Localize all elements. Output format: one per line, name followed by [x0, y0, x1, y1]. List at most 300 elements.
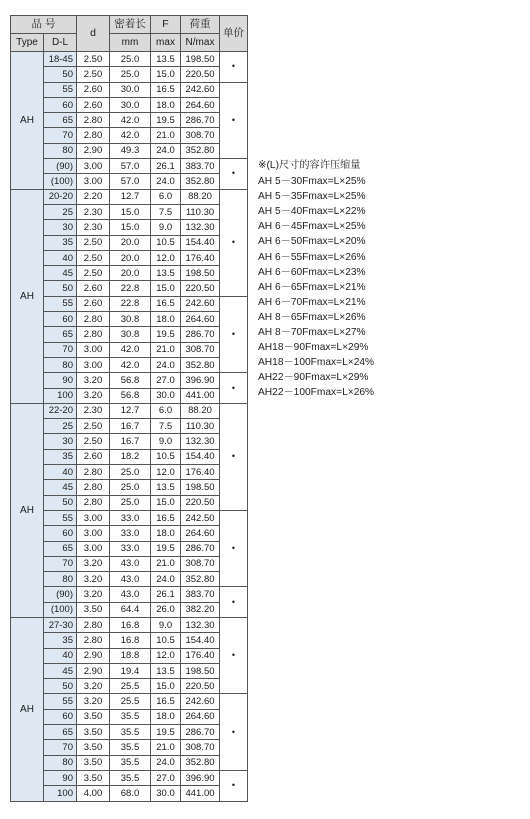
dl-cell: 35 — [44, 633, 77, 648]
length-cell: 30.0 — [110, 97, 151, 112]
dl-cell: (90) — [44, 587, 77, 602]
d-cell: 3.50 — [77, 602, 110, 617]
length-cell: 25.0 — [110, 67, 151, 82]
f-cell: 19.5 — [151, 327, 181, 342]
header-load-top: 荷重 — [181, 16, 220, 34]
d-cell: 2.60 — [77, 449, 110, 464]
load-cell: 242.60 — [181, 296, 220, 311]
d-cell: 2.80 — [77, 128, 110, 143]
d-cell: 2.80 — [77, 633, 110, 648]
f-cell: 24.0 — [151, 174, 181, 189]
d-cell: 2.50 — [77, 67, 110, 82]
d-cell: 3.50 — [77, 770, 110, 785]
length-cell: 15.0 — [110, 220, 151, 235]
load-cell: 110.30 — [181, 204, 220, 219]
length-cell: 30.8 — [110, 312, 151, 327]
load-cell: 176.40 — [181, 465, 220, 480]
load-cell: 242.60 — [181, 82, 220, 97]
length-cell: 68.0 — [110, 786, 151, 801]
dl-cell: 100 — [44, 786, 77, 801]
load-cell: 352.80 — [181, 143, 220, 158]
table-row — [11, 786, 248, 801]
f-cell: 19.5 — [151, 541, 181, 556]
dl-cell: 45 — [44, 266, 77, 281]
length-cell: 18.2 — [110, 449, 151, 464]
table-row — [11, 52, 248, 67]
f-cell: 16.5 — [151, 694, 181, 709]
header-length-unit: mm — [110, 34, 151, 52]
dl-cell: 70 — [44, 128, 77, 143]
length-cell: 43.0 — [110, 572, 151, 587]
length-cell: 16.8 — [110, 617, 151, 632]
dl-cell: 40 — [44, 250, 77, 265]
note-item: AH 6－65Fmax=L×21% — [258, 281, 366, 293]
f-cell: 15.0 — [151, 67, 181, 82]
dl-cell: 60 — [44, 312, 77, 327]
dl-cell: 50 — [44, 281, 77, 296]
length-cell: 16.8 — [110, 633, 151, 648]
table-row — [11, 495, 248, 510]
table-row — [11, 327, 248, 342]
f-cell: 10.5 — [151, 633, 181, 648]
length-cell: 35.5 — [110, 740, 151, 755]
length-cell: 25.5 — [110, 694, 151, 709]
dl-cell: 40 — [44, 648, 77, 663]
load-cell: 352.80 — [181, 755, 220, 770]
table-row — [11, 281, 248, 296]
d-cell: 3.00 — [77, 342, 110, 357]
f-cell: 13.5 — [151, 52, 181, 67]
load-cell: 441.00 — [181, 786, 220, 801]
dl-cell: 80 — [44, 357, 77, 372]
table-row — [11, 510, 248, 525]
f-cell: 13.5 — [151, 266, 181, 281]
load-cell: 286.70 — [181, 327, 220, 342]
dl-cell: 55 — [44, 82, 77, 97]
table-row — [11, 679, 248, 694]
dl-cell: 55 — [44, 296, 77, 311]
notes-list — [258, 174, 374, 400]
length-cell: 35.5 — [110, 709, 151, 724]
f-cell: 13.5 — [151, 663, 181, 678]
table-row — [11, 617, 248, 632]
load-cell: 198.50 — [181, 266, 220, 281]
load-cell: 396.90 — [181, 770, 220, 785]
f-cell: 7.5 — [151, 419, 181, 434]
load-cell: 352.80 — [181, 357, 220, 372]
header-dl: D-L — [44, 34, 77, 52]
load-cell: 132.30 — [181, 434, 220, 449]
table-row — [11, 648, 248, 663]
table-row — [11, 204, 248, 219]
length-cell: 33.0 — [110, 510, 151, 525]
table-row — [11, 159, 248, 174]
load-cell: 396.90 — [181, 373, 220, 388]
d-cell: 2.80 — [77, 312, 110, 327]
price-cell: • — [220, 510, 248, 586]
d-cell: 2.80 — [77, 495, 110, 510]
note-item: AH22－100Fmax=L×26% — [258, 387, 375, 399]
table-row — [11, 113, 248, 128]
d-cell: 3.00 — [77, 541, 110, 556]
f-cell: 18.0 — [151, 526, 181, 541]
d-cell: 2.60 — [77, 281, 110, 296]
type-cell: AH — [11, 189, 44, 403]
f-cell: 26.1 — [151, 587, 181, 602]
d-cell: 2.50 — [77, 434, 110, 449]
price-cell: • — [220, 403, 248, 510]
d-cell: 2.50 — [77, 419, 110, 434]
table-row — [11, 770, 248, 785]
price-cell: • — [220, 82, 248, 158]
table-row — [11, 465, 248, 480]
f-cell: 16.5 — [151, 82, 181, 97]
length-cell: 57.0 — [110, 174, 151, 189]
load-cell: 176.40 — [181, 648, 220, 663]
note-item: AH 6－60Fmax=L×23% — [258, 266, 366, 278]
d-cell: 3.50 — [77, 740, 110, 755]
dl-cell: 50 — [44, 495, 77, 510]
type-cell: AH — [11, 52, 44, 190]
header-price: 单价 — [220, 16, 248, 52]
f-cell: 24.0 — [151, 143, 181, 158]
length-cell: 35.5 — [110, 770, 151, 785]
length-cell: 33.0 — [110, 526, 151, 541]
dl-cell: 90 — [44, 373, 77, 388]
dl-cell: 60 — [44, 97, 77, 112]
table-row — [11, 128, 248, 143]
note-item: AH 5－35Fmax=L×25% — [258, 191, 366, 203]
spec-table — [10, 15, 248, 802]
dl-cell: 70 — [44, 342, 77, 357]
length-cell: 43.0 — [110, 587, 151, 602]
dl-cell: 40 — [44, 465, 77, 480]
dl-cell: 20-20 — [44, 189, 77, 204]
d-cell: 3.20 — [77, 572, 110, 587]
table-row — [11, 174, 248, 189]
load-cell: 220.50 — [181, 679, 220, 694]
d-cell: 2.80 — [77, 327, 110, 342]
length-cell: 20.0 — [110, 250, 151, 265]
dl-cell: 45 — [44, 480, 77, 495]
f-cell: 27.0 — [151, 770, 181, 785]
length-cell: 57.0 — [110, 159, 151, 174]
table-row — [11, 633, 248, 648]
header-load-unit: N/max — [181, 34, 220, 52]
table-row — [11, 434, 248, 449]
table-row — [11, 694, 248, 709]
price-cell: • — [220, 189, 248, 296]
dl-cell: 80 — [44, 755, 77, 770]
note-item: AH 6－50Fmax=L×20% — [258, 236, 366, 248]
f-cell: 18.0 — [151, 709, 181, 724]
load-cell: 286.70 — [181, 725, 220, 740]
compression-notes — [258, 158, 374, 401]
dl-cell: 55 — [44, 510, 77, 525]
price-cell: • — [220, 296, 248, 372]
table-row — [11, 419, 248, 434]
f-cell: 10.5 — [151, 235, 181, 250]
table-row — [11, 266, 248, 281]
dl-cell: 18-45 — [44, 52, 77, 67]
d-cell: 2.30 — [77, 204, 110, 219]
f-cell: 30.0 — [151, 786, 181, 801]
dl-cell: 90 — [44, 770, 77, 785]
load-cell: 132.30 — [181, 220, 220, 235]
d-cell: 2.90 — [77, 143, 110, 158]
length-cell: 64.4 — [110, 602, 151, 617]
dl-cell: (100) — [44, 602, 77, 617]
d-cell: 2.50 — [77, 266, 110, 281]
type-cell: AH — [11, 617, 44, 801]
f-cell: 12.0 — [151, 648, 181, 663]
table-row — [11, 480, 248, 495]
dl-cell: 30 — [44, 220, 77, 235]
note-item: AH18－90Fmax=L×29% — [258, 342, 369, 354]
table-row — [11, 342, 248, 357]
length-cell: 18.8 — [110, 648, 151, 663]
load-cell: 154.40 — [181, 633, 220, 648]
dl-cell: 35 — [44, 235, 77, 250]
load-cell: 308.70 — [181, 556, 220, 571]
price-cell: • — [220, 617, 248, 693]
type-cell: AH — [11, 403, 44, 617]
d-cell: 2.80 — [77, 617, 110, 632]
d-cell: 3.50 — [77, 725, 110, 740]
f-cell: 21.0 — [151, 128, 181, 143]
load-cell: 352.80 — [181, 572, 220, 587]
dl-cell: 65 — [44, 327, 77, 342]
d-cell: 3.20 — [77, 679, 110, 694]
load-cell: 242.50 — [181, 510, 220, 525]
dl-cell: 65 — [44, 541, 77, 556]
length-cell: 16.7 — [110, 419, 151, 434]
f-cell: 16.5 — [151, 510, 181, 525]
table-row — [11, 97, 248, 112]
f-cell: 24.0 — [151, 572, 181, 587]
f-cell: 27.0 — [151, 373, 181, 388]
dl-cell: 55 — [44, 694, 77, 709]
length-cell: 49.3 — [110, 143, 151, 158]
length-cell: 25.0 — [110, 480, 151, 495]
load-cell: 154.40 — [181, 449, 220, 464]
load-cell: 383.70 — [181, 159, 220, 174]
note-item: AH 6－45Fmax=L×25% — [258, 221, 366, 233]
length-cell: 33.0 — [110, 541, 151, 556]
load-cell: 264.60 — [181, 709, 220, 724]
length-cell: 16.7 — [110, 434, 151, 449]
load-cell: 308.70 — [181, 342, 220, 357]
d-cell: 2.60 — [77, 97, 110, 112]
header-length-top: 密着长 — [110, 16, 151, 34]
d-cell: 3.50 — [77, 755, 110, 770]
length-cell: 30.8 — [110, 327, 151, 342]
d-cell: 2.90 — [77, 663, 110, 678]
f-cell: 10.5 — [151, 449, 181, 464]
dl-cell: 22-20 — [44, 403, 77, 418]
table-row — [11, 449, 248, 464]
load-cell: 264.60 — [181, 97, 220, 112]
f-cell: 7.5 — [151, 204, 181, 219]
length-cell: 42.0 — [110, 342, 151, 357]
length-cell: 22.8 — [110, 296, 151, 311]
f-cell: 12.0 — [151, 250, 181, 265]
table-row — [11, 250, 248, 265]
f-cell: 12.0 — [151, 465, 181, 480]
length-cell: 35.5 — [110, 755, 151, 770]
load-cell: 198.50 — [181, 663, 220, 678]
length-cell: 22.8 — [110, 281, 151, 296]
length-cell: 19.4 — [110, 663, 151, 678]
f-cell: 6.0 — [151, 189, 181, 204]
length-cell: 43.0 — [110, 556, 151, 571]
load-cell: 220.50 — [181, 67, 220, 82]
f-cell: 19.5 — [151, 113, 181, 128]
table-row — [11, 403, 248, 418]
f-cell: 26.0 — [151, 602, 181, 617]
table-row — [11, 235, 248, 250]
note-item: AH 5－40Fmax=L×22% — [258, 206, 366, 218]
load-cell: 286.70 — [181, 113, 220, 128]
table-row — [11, 67, 248, 82]
d-cell: 3.50 — [77, 709, 110, 724]
price-cell: • — [220, 373, 248, 404]
d-cell: 3.20 — [77, 556, 110, 571]
d-cell: 2.80 — [77, 480, 110, 495]
load-cell: 198.50 — [181, 52, 220, 67]
length-cell: 15.0 — [110, 204, 151, 219]
d-cell: 3.20 — [77, 388, 110, 403]
d-cell: 3.00 — [77, 174, 110, 189]
dl-cell: 80 — [44, 572, 77, 587]
dl-cell: 35 — [44, 449, 77, 464]
load-cell: 154.40 — [181, 235, 220, 250]
length-cell: 25.0 — [110, 495, 151, 510]
table-row — [11, 82, 248, 97]
load-cell: 220.50 — [181, 281, 220, 296]
length-cell: 25.0 — [110, 465, 151, 480]
length-cell: 42.0 — [110, 357, 151, 372]
dl-cell: 27-30 — [44, 617, 77, 632]
dl-cell: 45 — [44, 663, 77, 678]
header-product-no: 品 号 — [11, 16, 77, 34]
length-cell: 35.5 — [110, 725, 151, 740]
length-cell: 12.7 — [110, 403, 151, 418]
f-cell: 6.0 — [151, 403, 181, 418]
f-cell: 13.5 — [151, 480, 181, 495]
f-cell: 30.0 — [151, 388, 181, 403]
table-row — [11, 755, 248, 770]
price-cell: • — [220, 694, 248, 770]
d-cell: 4.00 — [77, 786, 110, 801]
note-item: AH 6－70Fmax=L×21% — [258, 296, 366, 308]
d-cell: 2.20 — [77, 189, 110, 204]
load-cell: 88.20 — [181, 189, 220, 204]
d-cell: 2.90 — [77, 648, 110, 663]
load-cell: 132.30 — [181, 617, 220, 632]
load-cell: 220.50 — [181, 495, 220, 510]
dl-cell: (100) — [44, 174, 77, 189]
load-cell: 198.50 — [181, 480, 220, 495]
table-row — [11, 388, 248, 403]
length-cell: 12.7 — [110, 189, 151, 204]
load-cell: 441.00 — [181, 388, 220, 403]
dl-cell: 50 — [44, 67, 77, 82]
f-cell: 15.0 — [151, 495, 181, 510]
length-cell: 25.5 — [110, 679, 151, 694]
table-row — [11, 709, 248, 724]
length-cell: 56.8 — [110, 373, 151, 388]
table-row — [11, 740, 248, 755]
dl-cell: 60 — [44, 709, 77, 724]
load-cell: 264.60 — [181, 312, 220, 327]
price-cell: • — [220, 52, 248, 83]
price-cell: • — [220, 159, 248, 190]
d-cell: 2.30 — [77, 220, 110, 235]
f-cell: 9.0 — [151, 220, 181, 235]
notes-title: ※(L)尺寸的容许压缩量 — [258, 160, 361, 171]
d-cell: 2.50 — [77, 250, 110, 265]
note-item: AH 6－55Fmax=L×26% — [258, 251, 366, 263]
f-cell: 21.0 — [151, 740, 181, 755]
table-row — [11, 572, 248, 587]
table-body — [11, 52, 248, 802]
table-row — [11, 556, 248, 571]
f-cell: 21.0 — [151, 556, 181, 571]
d-cell: 2.60 — [77, 82, 110, 97]
load-cell: 286.70 — [181, 541, 220, 556]
load-cell: 308.70 — [181, 740, 220, 755]
price-cell: • — [220, 770, 248, 801]
table-row — [11, 373, 248, 388]
table-row — [11, 725, 248, 740]
load-cell: 88.20 — [181, 403, 220, 418]
note-item: AH 8－70Fmax=L×27% — [258, 327, 366, 339]
dl-cell: 65 — [44, 113, 77, 128]
dl-cell: 70 — [44, 556, 77, 571]
note-item: AH 5－30Fmax=L×25% — [258, 176, 366, 188]
f-cell: 9.0 — [151, 617, 181, 632]
note-item: AH 8－65Fmax=L×26% — [258, 311, 366, 323]
header-f-unit: max — [151, 34, 181, 52]
table-row — [11, 663, 248, 678]
note-item: AH22－90Fmax=L×29% — [258, 372, 369, 384]
length-cell: 56.8 — [110, 388, 151, 403]
d-cell: 2.50 — [77, 52, 110, 67]
dl-cell: 50 — [44, 679, 77, 694]
d-cell: 2.30 — [77, 403, 110, 418]
d-cell: 3.00 — [77, 159, 110, 174]
dl-cell: 70 — [44, 740, 77, 755]
f-cell: 24.0 — [151, 357, 181, 372]
load-cell: 264.60 — [181, 526, 220, 541]
note-item: AH18－100Fmax=L×24% — [258, 357, 375, 369]
dl-cell: (90) — [44, 159, 77, 174]
d-cell: 3.00 — [77, 510, 110, 525]
f-cell: 19.5 — [151, 725, 181, 740]
dl-cell: 100 — [44, 388, 77, 403]
header-f-top: F — [151, 16, 181, 34]
f-cell: 15.0 — [151, 281, 181, 296]
table-row — [11, 143, 248, 158]
f-cell: 18.0 — [151, 97, 181, 112]
f-cell: 15.0 — [151, 679, 181, 694]
d-cell: 3.20 — [77, 373, 110, 388]
load-cell: 176.40 — [181, 250, 220, 265]
d-cell: 3.20 — [77, 587, 110, 602]
dl-cell: 80 — [44, 143, 77, 158]
f-cell: 24.0 — [151, 755, 181, 770]
